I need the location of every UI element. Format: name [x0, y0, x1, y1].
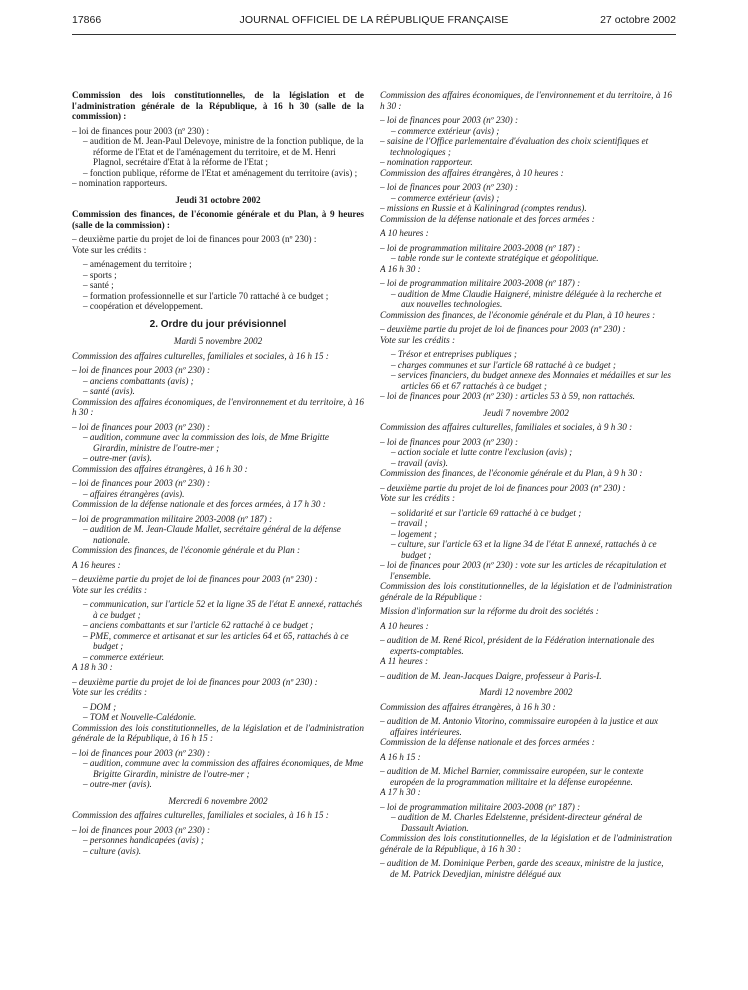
date-heading: Jeudi 7 novembre 2002	[483, 407, 569, 418]
running-header	[72, 14, 676, 30]
paragraph: Commission des affaires culturelles, familiales et sociales, à 9 h 30 :	[380, 422, 633, 432]
paragraph: Vote sur les crédits :	[72, 687, 148, 697]
paragraph: A 17 h 30 :	[380, 787, 421, 797]
list-item: – audition de M. Jean-Jacques Daigre, professeur à Paris-I.	[380, 670, 602, 681]
sub-list-item: – travail ;	[391, 518, 428, 528]
journal-title: JOURNAL OFFICIEL DE LA RÉPUBLIQUE FRANÇAISE	[239, 14, 509, 26]
paragraph: Commission des finances, de l'économie générale et du Plan, à 10 heures :	[380, 309, 656, 320]
paragraph: Commission des affaires étrangères, à 16 h 30 :	[72, 463, 248, 474]
sub-list-item: – personnes handicapées (avis) ;	[83, 835, 204, 845]
sub-list-item: – audition, commune avec la commission des lois, de Mme Brigitte Girardin, ministre de l'outre-mer ;	[83, 432, 329, 453]
issue-date: 27 octobre 2002	[600, 14, 676, 26]
sub-list-item: – formation professionnelle et sur l'article 70 rattaché à ce budget ;	[83, 290, 329, 301]
sub-list-item: – services financiers, du budget annexe des Monnaies et médailles et sur les articles 66 et 67 rattachés à ce budget ;	[391, 370, 671, 391]
list-item: – loi de programmation militaire 2003-2008 (nº 187) :	[380, 278, 581, 288]
sub-list-item: – santé (avis).	[83, 386, 135, 396]
paragraph: A 16 heures :	[72, 559, 121, 570]
section-heading: 2. Ordre du jour prévisionnel	[149, 318, 287, 330]
list-item: – loi de finances pour 2003 (nº 230) :	[72, 478, 211, 488]
sub-list-item: – TOM et Nouvelle-Calédonie.	[83, 712, 197, 722]
date-heading: Mardi 12 novembre 2002	[479, 687, 573, 697]
paragraph: A 10 heures :	[380, 228, 429, 238]
sub-list-item: – aménagement du territoire ;	[83, 259, 192, 269]
paragraph: Commission des finances, de l'économie générale et du Plan, à 9 heures (salle de la commission) :	[72, 209, 364, 230]
paragraph: Vote sur les crédits :	[380, 493, 456, 503]
sub-list-item: – fonction publique, réforme de l'Etat et aménagement du territoire (avis) ;	[83, 167, 358, 178]
list-item: – loi de programmation militaire 2003-2008 (nº 187) :	[380, 242, 581, 253]
list-item: – saisine de l'Office parlementaire d'évaluation des choix scientifiques et technologiques ;	[380, 136, 649, 157]
sub-list-item: – audition de M. Jean-Paul Delevoye, ministre de la fonction publique, de la réforme de l'Etat et de l'aménagement du territoire, et de M. Henri Plagnol, secrétaire d'Etat à la réforme de l'Etat ;	[83, 136, 364, 167]
paragraph: A 16 h 30 :	[380, 263, 421, 274]
date-heading: Mardi 5 novembre 2002	[173, 336, 263, 346]
list-item: – loi de finances pour 2003 (nº 230) :	[380, 436, 519, 447]
list-item: – loi de finances pour 2003 (nº 230) : vote sur les articles de récapitulation et l'ensemble.	[380, 560, 667, 581]
date-heading: Mercredi 6 novembre 2002	[168, 795, 268, 806]
list-item: – nomination rapporteurs.	[72, 178, 168, 188]
sub-list-item: – solidarité et sur l'article 69 rattaché à ce budget ;	[391, 507, 582, 518]
sub-list-item: – audition, commune avec la commission des affaires économiques, de Mme Brigitte Girardin, ministre de l'outre-mer ;	[83, 758, 364, 779]
sub-list-item: – culture, sur l'article 63 et la ligne 34 de l'état E annexé, rattachés à ce budget ;	[391, 539, 657, 560]
paragraph: Commission des lois constitutionnelles, de la législation et de l'administration générale de la République, à 16 h 15 :	[72, 722, 364, 743]
sub-list-item: – santé ;	[83, 280, 114, 290]
paragraph: Commission des lois constitutionnelles, de la législation et de l'administration générale de la République :	[380, 581, 672, 602]
list-item: – audition de M. Antonio Vitorino, commissaire européen à la justice et aux affaires intérieures.	[380, 716, 659, 737]
right-column	[380, 90, 672, 982]
list-item: – audition de M. Dominique Perben, garde des sceaux, ministre de la justice, de M. Patrick Devedjian, ministre délégué aux	[380, 858, 664, 879]
sub-list-item: – travail (avis).	[391, 457, 448, 468]
sub-list-item: – DOM ;	[83, 701, 117, 712]
paragraph: Commission des finances, de l'économie générale et du Plan, à 9 h 30 :	[380, 468, 643, 478]
sub-list-item: – culture (avis).	[83, 845, 142, 856]
paragraph: Commission des finances, de l'économie générale et du Plan :	[72, 545, 301, 555]
sub-list-item: – outre-mer (avis).	[83, 453, 152, 463]
paragraph: Commission de la défense nationale et des forces armées, à 17 h 30 :	[72, 499, 326, 509]
sub-list-item: – coopération et développement.	[83, 301, 203, 311]
date-heading: Jeudi 31 octobre 2002	[175, 194, 261, 205]
header-rule	[72, 34, 676, 35]
sub-list-item: – audition de M. Jean-Claude Mallet, secrétaire général de la défense nationale.	[83, 524, 341, 545]
sub-list-item: – audition de Mme Claudie Haigneré, ministre déléguée à la recherche et aux nouvelles technologies.	[391, 288, 662, 309]
list-item: – deuxième partie du projet de loi de finances pour 2003 (nº 230) :	[380, 324, 626, 334]
paragraph: Vote sur les crédits :	[72, 244, 147, 255]
list-item: – loi de finances pour 2003 (nº 230) :	[72, 824, 211, 835]
sub-list-item: – table ronde sur le contexte stratégique et géopolitique.	[391, 253, 599, 263]
list-item: – loi de finances pour 2003 (nº 230) :	[72, 747, 211, 758]
list-item: – loi de finances pour 2003 (nº 230) :	[72, 125, 210, 136]
paragraph: Commission des lois constitutionnelles, de la législation et de l'administration générale de la République, à 16 h 30 :	[380, 833, 672, 854]
list-item: – audition de M. Michel Barnier, commissaire européen, sur le contexte européen de la programmation militaire et la défense européenne.	[380, 766, 644, 787]
paragraph: Commission de la défense nationale et des forces armées :	[380, 213, 595, 224]
list-item: – deuxième partie du projet de loi de finances pour 2003 (nº 230) :	[380, 482, 626, 493]
paragraph: Commission des affaires économiques, de l'environnement et du territoire, à 16 h 30 :	[380, 90, 672, 111]
paragraph: Mission d'information sur la réforme du droit des sociétés :	[380, 606, 599, 616]
sub-list-item: – affaires étrangères (avis).	[83, 488, 185, 499]
paragraph: A 18 h 30 :	[72, 662, 113, 672]
paragraph: Commission des affaires culturelles, familiales et sociales, à 16 h 15 :	[72, 350, 329, 361]
list-item: – loi de finances pour 2003 (nº 230) : articles 53 à 59, non rattachés.	[380, 391, 635, 401]
sub-list-item: – commerce extérieur.	[83, 651, 165, 662]
paragraph: Commission des affaires étrangères, à 16 h 30 :	[380, 701, 556, 712]
paragraph: Commission des lois constitutionnelles, de la législation et de l'administration générale de la République, à 16 h 30 (salle de la commission) :	[72, 90, 364, 121]
sub-list-item: – charges communes et sur l'article 68 rattaché à ce budget ;	[391, 359, 616, 370]
paragraph: A 11 heures :	[380, 656, 429, 666]
paragraph: A 10 heures :	[380, 620, 429, 631]
sub-list-item: – sports ;	[83, 269, 117, 280]
list-item: – loi de finances pour 2003 (nº 230) :	[380, 182, 519, 192]
list-item: – loi de finances pour 2003 (nº 230) :	[72, 365, 211, 375]
page-number: 17866	[72, 14, 102, 26]
list-item: – deuxième partie du projet de loi de finances pour 2003 (nº 230) :	[72, 234, 317, 244]
paragraph: A 16 h 15 :	[380, 751, 421, 762]
sub-list-item: – communication, sur l'article 52 et la ligne 35 de l'état E annexé, rattachés à ce budget ;	[83, 599, 363, 620]
paragraph: Commission des affaires étrangères, à 10 heures :	[380, 167, 564, 178]
paragraph: Commission des affaires culturelles, familiales et sociales, à 16 h 15 :	[72, 810, 329, 820]
sub-list-item: – action sociale et lutte contre l'exclusion (avis) ;	[391, 447, 573, 457]
sub-list-item: – Trésor et entreprises publiques ;	[391, 349, 517, 359]
sub-list-item: – anciens combattants (avis) ;	[83, 375, 194, 386]
list-item: – nomination rapporteur.	[380, 157, 473, 167]
sub-list-item: – commerce extérieur (avis) ;	[391, 125, 500, 136]
list-item: – loi de finances pour 2003 (nº 230) :	[72, 421, 211, 432]
list-item: – loi de programmation militaire 2003-2008 (nº 187) :	[72, 513, 273, 524]
list-item: – missions en Russie et à Kaliningrad (comptes rendus).	[380, 203, 587, 213]
sub-list-item: – logement ;	[391, 528, 437, 539]
sub-list-item: – audition de M. Charles Edelstenne, président-directeur général de Dassault Aviation.	[391, 812, 643, 833]
sub-list-item: – outre-mer (avis).	[83, 779, 152, 789]
paragraph: Commission de la défense nationale et des forces armées :	[380, 737, 595, 747]
list-item: – loi de finances pour 2003 (nº 230) :	[380, 115, 519, 125]
paragraph: Vote sur les crédits :	[72, 584, 148, 595]
list-item: – audition de M. René Ricol, président de la Fédération internationale des experts-comptables.	[380, 635, 655, 656]
paragraph: Vote sur les crédits :	[380, 334, 456, 345]
list-item: – loi de programmation militaire 2003-2008 (nº 187) :	[380, 801, 581, 812]
sub-list-item: – anciens combattants et sur l'article 62 rattaché à ce budget ;	[83, 620, 314, 630]
left-column	[72, 90, 364, 982]
list-item: – deuxième partie du projet de loi de finances pour 2003 (nº 230) :	[72, 574, 318, 584]
sub-list-item: – commerce extérieur (avis) ;	[391, 192, 500, 203]
list-item: – deuxième partie du projet de loi de finances pour 2003 (nº 230) :	[72, 676, 318, 687]
sub-list-item: – PME, commerce et artisanat et sur les articles 64 et 65, rattachés à ce budget ;	[83, 630, 349, 651]
paragraph: Commission des affaires économiques, de l'environnement et du territoire, à 16 h 30 :	[72, 396, 364, 417]
